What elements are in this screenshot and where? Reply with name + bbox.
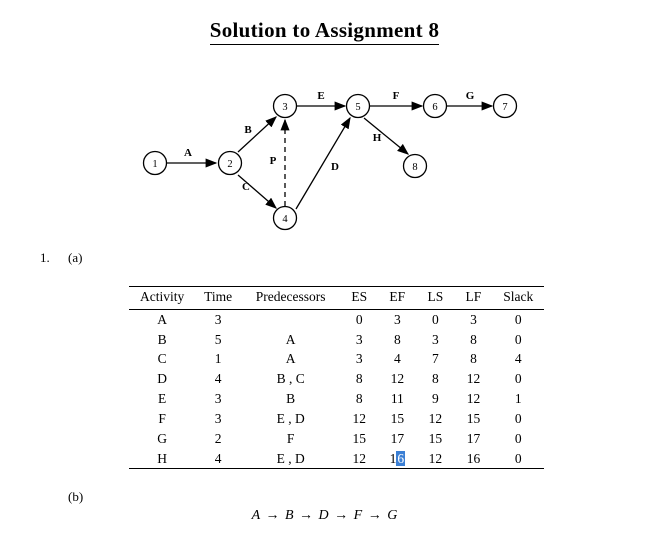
path-arrow-4: → xyxy=(367,508,382,523)
cell-activity: G xyxy=(157,430,167,446)
cell-ls: 15 xyxy=(428,430,443,446)
cell-ef: 4 xyxy=(393,351,401,367)
cell-time: 4 xyxy=(214,371,222,387)
table-row xyxy=(129,369,544,389)
edge-label-E: E xyxy=(317,90,325,102)
column-header-time: Time xyxy=(195,287,241,310)
node-label-6: 6 xyxy=(432,102,438,113)
part-b-label: (b) xyxy=(68,489,84,504)
cell-es: 3 xyxy=(355,351,363,367)
cell-ef: 8 xyxy=(393,331,401,347)
table-row xyxy=(129,349,544,369)
table-row xyxy=(129,389,544,409)
cell-time: 2 xyxy=(214,430,222,446)
cell-predecessors: B xyxy=(286,391,296,407)
diagram-node-1 xyxy=(144,152,167,175)
cell-predecessors: A xyxy=(285,351,296,367)
schedule-table-wrapper xyxy=(129,286,544,469)
table-header-row xyxy=(129,287,544,310)
cell-slack: 0 xyxy=(514,331,522,347)
diagram-node-6 xyxy=(424,95,447,118)
cell-ef: 12 xyxy=(390,371,405,387)
node-label-1: 1 xyxy=(152,159,158,170)
cell-slack: 0 xyxy=(492,449,544,469)
cell-activity: A xyxy=(129,309,195,329)
column-header-es: ES xyxy=(340,287,378,310)
page-title-text: Solution to Assignment 8 xyxy=(210,18,440,45)
cell-slack: 0 xyxy=(514,430,522,446)
cell-predecessors xyxy=(241,309,340,329)
page-title xyxy=(0,18,649,43)
table-row xyxy=(129,330,544,350)
cell-slack: 0 xyxy=(514,371,522,387)
schedule-table xyxy=(129,286,544,469)
diagram-node-3 xyxy=(274,95,297,118)
table-row xyxy=(129,409,544,429)
cell-slack: 0 xyxy=(514,410,522,426)
diagram-nodes xyxy=(144,95,517,230)
cell-activity: F xyxy=(158,410,166,426)
column-header-ls: LS xyxy=(416,287,454,310)
column-header-lf: LF xyxy=(454,287,492,310)
cell-ls: 8 xyxy=(432,371,439,387)
node-label-8: 8 xyxy=(412,162,418,173)
cell-predecessors: F xyxy=(286,430,295,446)
table-body xyxy=(129,309,544,469)
edge-label-A: A xyxy=(184,147,192,159)
node-label-2: 2 xyxy=(227,159,233,170)
edge-label-D: D xyxy=(331,161,339,173)
diagram-node-4 xyxy=(274,207,297,230)
cell-ls: 0 xyxy=(416,309,454,329)
path-node-g: G xyxy=(387,508,398,523)
cell-predecessors: B , C xyxy=(276,371,305,387)
cell-lf: 8 xyxy=(470,331,477,347)
cell-time: 3 xyxy=(214,410,222,426)
table-row xyxy=(129,449,544,469)
cell-slack: 4 xyxy=(514,351,522,367)
cell-ef-selected[interactable] xyxy=(378,449,416,469)
edge-label-P: P xyxy=(269,155,277,167)
path-node-f: F xyxy=(353,508,363,523)
cell-ef: 11 xyxy=(390,391,404,407)
path-node-b: B xyxy=(284,508,294,523)
cell-lf: 3 xyxy=(454,309,492,329)
path-arrow-3: → xyxy=(334,508,349,523)
diagram-node-8 xyxy=(404,155,427,178)
network-diagram xyxy=(120,78,540,228)
cell-es: 12 xyxy=(352,410,366,426)
cell-es: 3 xyxy=(355,331,363,347)
diagram-node-5 xyxy=(347,95,370,118)
diagram-node-7 xyxy=(494,95,517,118)
cell-activity: E xyxy=(157,391,167,407)
edge-label-H: H xyxy=(372,132,382,144)
cell-ef: 15 xyxy=(390,410,405,426)
node-label-4: 4 xyxy=(282,214,288,225)
cell-es: 12 xyxy=(340,449,378,469)
cell-ls: 3 xyxy=(432,331,439,347)
diagram-node-2 xyxy=(219,152,242,175)
edge-label-F: F xyxy=(392,90,400,102)
cell-ls: 9 xyxy=(432,391,439,407)
edge-label-C: C xyxy=(242,181,250,193)
cell-activity: C xyxy=(157,351,167,367)
cell-es: 8 xyxy=(355,371,363,387)
path-arrow-1: → xyxy=(265,508,280,523)
edge-label-B: B xyxy=(244,124,252,136)
edge-label-G: G xyxy=(465,90,475,102)
table-header xyxy=(129,287,544,310)
path-node-a: A xyxy=(251,508,260,523)
cell-es: 8 xyxy=(355,391,363,407)
cell-time: 3 xyxy=(214,391,222,407)
item-number: 1. xyxy=(40,250,50,265)
cell-ls: 12 xyxy=(416,449,454,469)
cell-predecessors: E , D xyxy=(241,449,340,469)
part-a-label: (a) xyxy=(68,250,83,265)
cell-lf: 17 xyxy=(466,430,481,446)
table-row xyxy=(129,429,544,449)
cell-lf: 12 xyxy=(466,371,481,387)
cell-es: 0 xyxy=(340,309,378,329)
path-arrow-2: → xyxy=(299,508,314,523)
cell-es: 15 xyxy=(352,430,366,446)
cell-slack: 0 xyxy=(492,309,544,329)
column-header-predecessors: Predecessors xyxy=(241,287,340,310)
cell-lf: 15 xyxy=(466,410,481,426)
text-selection-highlight: 6 xyxy=(397,450,405,466)
path-node-d: D xyxy=(318,508,329,523)
cell-slack: 1 xyxy=(514,391,522,407)
cell-ef: 3 xyxy=(378,309,416,329)
cell-ef-prefix: 1 xyxy=(389,450,397,466)
cell-activity: B xyxy=(157,331,167,347)
cell-predecessors: E , D xyxy=(276,410,305,426)
column-header-activity: Activity xyxy=(129,287,195,310)
column-header-ef: EF xyxy=(378,287,416,310)
cell-activity: D xyxy=(157,371,167,387)
table-row xyxy=(129,309,544,329)
cell-ls: 7 xyxy=(432,351,439,367)
cell-activity: H xyxy=(129,449,195,469)
diagram-edges xyxy=(167,106,492,209)
cell-time: 4 xyxy=(195,449,241,469)
node-label-3: 3 xyxy=(282,102,288,113)
cell-predecessors: A xyxy=(285,331,296,347)
cell-ef: 17 xyxy=(390,430,405,446)
node-label-5: 5 xyxy=(355,102,361,113)
cell-ls: 12 xyxy=(428,410,443,426)
critical-path xyxy=(0,508,649,524)
column-header-slack: Slack xyxy=(492,287,544,310)
cell-lf: 8 xyxy=(470,351,477,367)
cell-lf: 16 xyxy=(454,449,492,469)
cell-time: 1 xyxy=(214,351,222,367)
node-label-7: 7 xyxy=(502,102,508,113)
cell-time: 5 xyxy=(214,331,222,347)
cell-time: 3 xyxy=(195,309,241,329)
cell-lf: 12 xyxy=(466,391,481,407)
